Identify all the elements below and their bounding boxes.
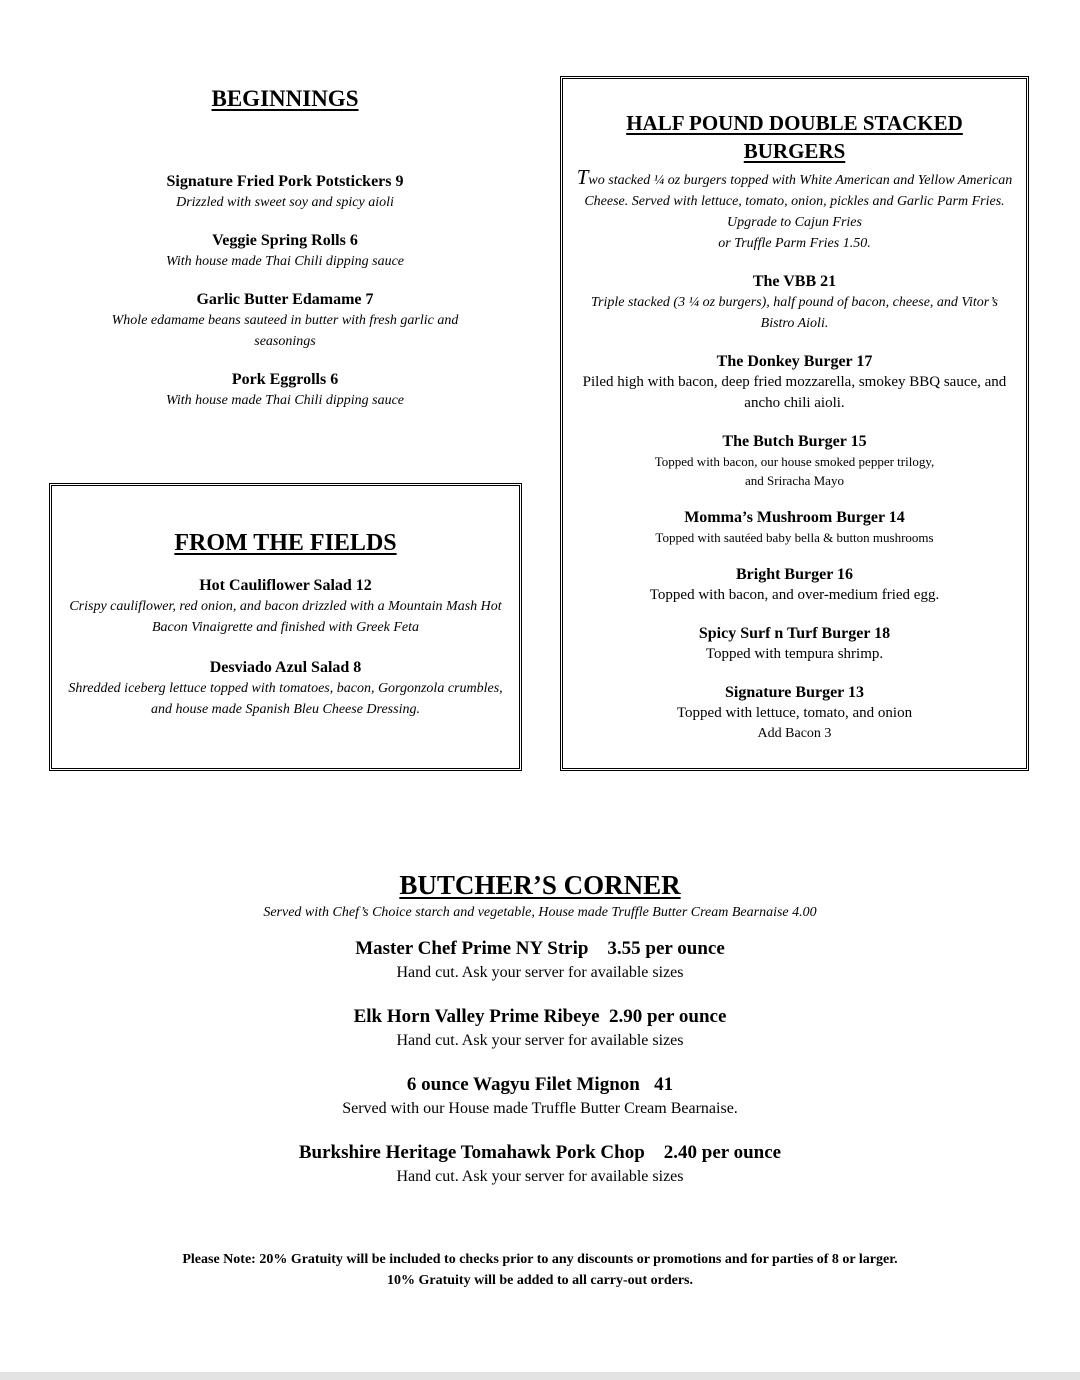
menu-item	[575, 565, 1014, 606]
item-name: Bright Burger 16	[735, 566, 854, 583]
item-name: Veggie Spring Rolls 6	[212, 232, 358, 249]
butcher-subtitle: Served with Chef’s Choice starch and vegetable, House made Truffle Butter Cream Bearnaise 4.00	[263, 905, 817, 920]
burgers-intro	[575, 167, 1014, 254]
item-description: Topped with tempura shrimp.	[705, 646, 884, 662]
item-description: Whole edamame beans sauteed in butter with fresh garlic and seasonings	[111, 313, 459, 349]
item-description: Drizzled with sweet soy and spicy aioli	[176, 195, 394, 210]
item-name: The Butch Burger 15	[722, 433, 867, 450]
item-addon: Add Bacon 3	[757, 726, 832, 741]
menu-item	[60, 290, 510, 352]
burgers-box	[560, 76, 1029, 771]
item-description: Hand cut. Ask your server for available sizes	[396, 964, 684, 981]
from-the-fields-box	[49, 483, 522, 771]
menu-item	[575, 432, 1014, 490]
item-name: Elk Horn Valley Prime Ribeye 2.90 per ounce	[353, 1006, 727, 1027]
gratuity-note	[60, 1249, 1020, 1291]
item-description: Triple stacked (3 ¼ oz burgers), half pound of bacon, cheese, and Vitor’s Bistro Aioli.	[591, 295, 998, 331]
menu-item	[575, 272, 1014, 334]
item-description: Piled high with bacon, deep fried mozzarella, smokey BBQ sauce, and ancho chili aioli.	[582, 374, 1007, 411]
item-name: Desviado Azul Salad 8	[209, 659, 362, 676]
item-name: The VBB 21	[752, 273, 837, 290]
item-name: Signature Burger 13	[725, 684, 864, 701]
menu-item	[575, 683, 1014, 743]
menu-item	[60, 172, 510, 213]
item-name: 6 ounce Wagyu Filet Mignon 41	[406, 1074, 674, 1095]
item-name: Signature Fried Pork Potstickers 9	[166, 173, 404, 190]
item-description: Crispy cauliflower, red onion, and bacon drizzled with a Mountain Mash Hot Bacon Vinaigrette and finished with Greek Feta	[69, 599, 502, 635]
item-name: Momma’s Mushroom Burger 14	[684, 509, 905, 526]
beginnings-section	[60, 84, 510, 429]
menu-item	[60, 231, 510, 272]
item-description: Topped with sautéed baby bella & button mushrooms	[655, 530, 934, 545]
item-name: Hot Cauliflower Salad 12	[199, 577, 372, 594]
item-description: Topped with lettuce, tomato, and onion	[676, 705, 913, 721]
bottom-scroll-bar	[0, 1372, 1080, 1380]
item-description: Shredded iceberg lettuce topped with tomatoes, bacon, Gorgonzola crumbles, and house made Spanish Bleu Cheese Dressing.	[68, 681, 503, 717]
item-name: Pork Eggrolls 6	[231, 371, 339, 388]
menu-item	[66, 658, 505, 720]
gratuity-note-line2: 10% Gratuity will be added to all carry-out orders.	[386, 1273, 694, 1288]
gratuity-note-line1: Please Note: 20% Gratuity will be included to checks prior to any discounts or promotions and for parties of 8 or larger.	[182, 1252, 898, 1267]
item-description: Topped with bacon, our house smoked pepper trilogy,	[654, 454, 935, 469]
fields-heading: FROM THE FIELDS	[174, 530, 397, 556]
menu-item	[575, 624, 1014, 665]
item-description: Hand cut. Ask your server for available sizes	[396, 1032, 684, 1049]
menu-item	[66, 576, 505, 638]
item-name: Master Chef Prime NY Strip 3.55 per ounce	[355, 938, 725, 959]
item-name: Garlic Butter Edamame 7	[196, 291, 374, 308]
intro-upgrade: or Truffle Parm Fries 1.50.	[718, 236, 871, 251]
item-description: Topped with bacon, and over-medium fried egg.	[649, 587, 940, 603]
item-description: Served with our House made Truffle Butter Cream Bearnaise.	[342, 1100, 738, 1117]
item-description: With house made Thai Chili dipping sauce	[166, 254, 404, 269]
beginnings-heading: BEGINNINGS	[211, 86, 359, 111]
item-name: The Donkey Burger 17	[716, 353, 873, 370]
burgers-heading: HALF POUND DOUBLE STACKED BURGERS	[626, 111, 963, 163]
menu-item	[100, 1004, 980, 1052]
butcher-heading: BUTCHER’S CORNER	[399, 870, 681, 900]
menu-item	[575, 508, 1014, 547]
item-description: Hand cut. Ask your server for available sizes	[396, 1168, 684, 1185]
item-description: With house made Thai Chili dipping sauce	[166, 393, 404, 408]
menu-item	[100, 1140, 980, 1188]
item-description-line2: and Sriracha Mayo	[745, 473, 844, 488]
intro-dropcap: T	[576, 165, 589, 189]
item-name: Burkshire Heritage Tomahawk Pork Chop 2.40 per ounce	[298, 1142, 782, 1163]
butchers-corner-section	[100, 868, 980, 1208]
menu-item	[100, 936, 980, 984]
menu-item	[575, 352, 1014, 414]
menu-item	[60, 370, 510, 411]
item-name: Spicy Surf n Turf Burger 18	[698, 625, 891, 642]
intro-text: wo stacked ¼ oz burgers topped with White American and Yellow American Cheese. Served with lettuce, tomato, onion, pickles and Garlic Parm Fries. Upgrade to Cajun Fries	[584, 173, 1013, 230]
menu-item	[100, 1072, 980, 1120]
